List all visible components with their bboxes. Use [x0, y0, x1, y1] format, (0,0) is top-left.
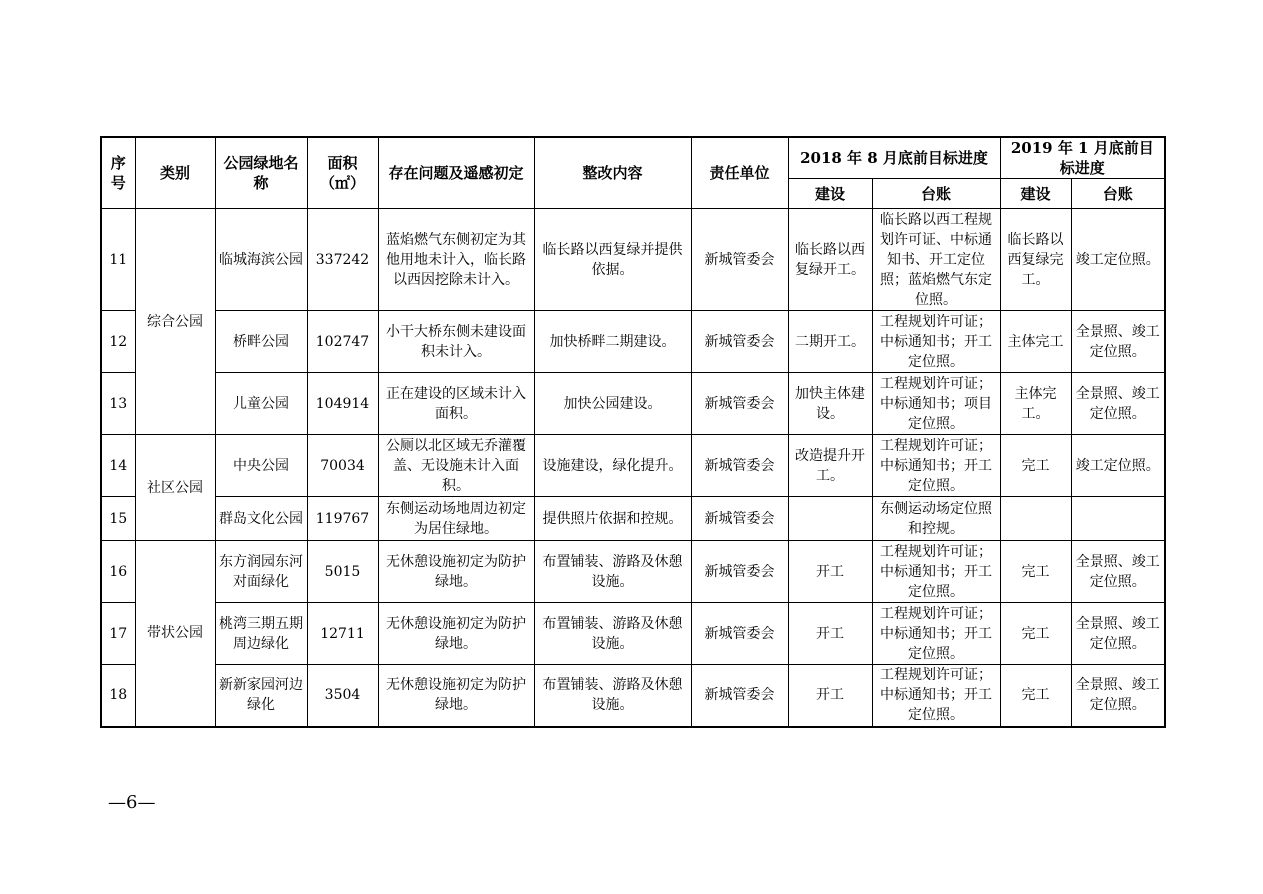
table-row [101, 373, 1165, 435]
rectify-content: 布置铺装、游路及休憩设施。 [534, 603, 691, 665]
build-2019: 完工 [1000, 541, 1071, 603]
rectify-content: 临长路以西复绿并提供依据。 [534, 209, 691, 311]
build-2018: 开工 [788, 603, 872, 665]
build-2018: 改造提升开工。 [788, 435, 872, 497]
ledger-2018: 临长路以西工程规划许可证、中标通知书、开工定位照；蓝焰燃气东定位照。 [872, 209, 1000, 311]
header-target-2019: 2019 年 1 月底前目标进度 [1000, 137, 1165, 179]
row-seq: 14 [101, 435, 135, 497]
park-area: 5015 [307, 541, 378, 603]
park-name: 桥畔公园 [215, 311, 307, 373]
park-area: 3504 [307, 665, 378, 727]
park-name: 临城海滨公园 [215, 209, 307, 311]
rectify-content: 布置铺装、游路及休憩设施。 [534, 541, 691, 603]
row-seq: 13 [101, 373, 135, 435]
park-area: 12711 [307, 603, 378, 665]
rectify-content: 设施建设，绿化提升。 [534, 435, 691, 497]
category-cell: 社区公园 [135, 435, 215, 541]
responsible-unit: 新城管委会 [691, 541, 788, 603]
table-row [101, 497, 1165, 541]
issue-text: 无休憩设施初定为防护绿地。 [378, 665, 534, 727]
header-unit: 责任单位 [691, 137, 788, 209]
table-row [101, 311, 1165, 373]
build-2019 [1000, 497, 1071, 541]
ledger-2019: 竣工定位照。 [1071, 209, 1165, 311]
header-ledger-2018: 台账 [872, 179, 1000, 209]
park-area: 119767 [307, 497, 378, 541]
park-area: 337242 [307, 209, 378, 311]
build-2019: 完工 [1000, 435, 1071, 497]
ledger-2018: 工程规划许可证；中标通知书；开工定位照。 [872, 311, 1000, 373]
rectify-content: 提供照片依据和控规。 [534, 497, 691, 541]
header-seq: 序号 [101, 137, 135, 209]
park-area: 102747 [307, 311, 378, 373]
build-2018: 临长路以西复绿开工。 [788, 209, 872, 311]
rectification-table [100, 136, 1166, 728]
header-ledger-2019: 台账 [1071, 179, 1165, 209]
row-seq: 16 [101, 541, 135, 603]
responsible-unit: 新城管委会 [691, 603, 788, 665]
ledger-2019: 全景照、竣工定位照。 [1071, 373, 1165, 435]
ledger-2019: 全景照、竣工定位照。 [1071, 541, 1165, 603]
row-seq: 17 [101, 603, 135, 665]
build-2019: 完工 [1000, 665, 1071, 727]
table-row [101, 209, 1165, 311]
build-2018: 二期开工。 [788, 311, 872, 373]
responsible-unit: 新城管委会 [691, 435, 788, 497]
row-seq: 12 [101, 311, 135, 373]
build-2018: 开工 [788, 541, 872, 603]
rectify-content: 布置铺装、游路及休憩设施。 [534, 665, 691, 727]
responsible-unit: 新城管委会 [691, 209, 788, 311]
table-row [101, 541, 1165, 603]
header-category: 类别 [135, 137, 215, 209]
header-area: 面积（㎡） [307, 137, 378, 209]
build-2019: 完工 [1000, 603, 1071, 665]
header-build-2018: 建设 [788, 179, 872, 209]
responsible-unit: 新城管委会 [691, 497, 788, 541]
rectify-content: 加快桥畔二期建设。 [534, 311, 691, 373]
park-name: 东方润园东河对面绿化 [215, 541, 307, 603]
ledger-2018: 工程规划许可证；中标通知书；项目定位照。 [872, 373, 1000, 435]
ledger-2018: 东侧运动场定位照和控规。 [872, 497, 1000, 541]
row-seq: 15 [101, 497, 135, 541]
build-2019: 主体完工 [1000, 311, 1071, 373]
category-cell: 带状公园 [135, 541, 215, 727]
issue-text: 正在建设的区域未计入面积。 [378, 373, 534, 435]
row-seq: 18 [101, 665, 135, 727]
park-name: 新新家园河边绿化 [215, 665, 307, 727]
ledger-2018: 工程规划许可证；中标通知书；开工定位照。 [872, 603, 1000, 665]
park-name: 儿童公园 [215, 373, 307, 435]
category-cell: 综合公园 [135, 209, 215, 435]
ledger-2019: 全景照、竣工定位照。 [1071, 311, 1165, 373]
issue-text: 小干大桥东侧未建设面积未计入。 [378, 311, 534, 373]
issue-text: 无休憩设施初定为防护绿地。 [378, 541, 534, 603]
row-seq: 11 [101, 209, 135, 311]
ledger-2019: 全景照、竣工定位照。 [1071, 603, 1165, 665]
park-area: 104914 [307, 373, 378, 435]
ledger-2019: 全景照、竣工定位照。 [1071, 665, 1165, 727]
header-name: 公园绿地名称 [215, 137, 307, 209]
issue-text: 无休憩设施初定为防护绿地。 [378, 603, 534, 665]
park-name: 群岛文化公园 [215, 497, 307, 541]
build-2019: 主体完工。 [1000, 373, 1071, 435]
ledger-2018: 工程规划许可证；中标通知书；开工定位照。 [872, 665, 1000, 727]
header-build-2019: 建设 [1000, 179, 1071, 209]
table-body [101, 209, 1165, 727]
ledger-2018: 工程规划许可证；中标通知书；开工定位照。 [872, 541, 1000, 603]
table-row [101, 603, 1165, 665]
build-2018 [788, 497, 872, 541]
table-row [101, 435, 1165, 497]
responsible-unit: 新城管委会 [691, 373, 788, 435]
responsible-unit: 新城管委会 [691, 311, 788, 373]
page-number: —6— [108, 792, 156, 813]
ledger-2018: 工程规划许可证；中标通知书；开工定位照。 [872, 435, 1000, 497]
ledger-2019: 竣工定位照。 [1071, 435, 1165, 497]
park-area: 70034 [307, 435, 378, 497]
build-2019: 临长路以西复绿完工。 [1000, 209, 1071, 311]
header-content: 整改内容 [534, 137, 691, 209]
ledger-2019 [1071, 497, 1165, 541]
header-issue: 存在问题及遥感初定 [378, 137, 534, 209]
responsible-unit: 新城管委会 [691, 665, 788, 727]
park-name: 中央公园 [215, 435, 307, 497]
rectify-content: 加快公园建设。 [534, 373, 691, 435]
issue-text: 蓝焰燃气东侧初定为其他用地未计入，临长路以西因挖除未计入。 [378, 209, 534, 311]
build-2018: 开工 [788, 665, 872, 727]
table-row [101, 665, 1165, 727]
park-name: 桃湾三期五期周边绿化 [215, 603, 307, 665]
header-target-2018: 2018 年 8 月底前目标进度 [788, 137, 1000, 179]
issue-text: 东侧运动场地周边初定为居住绿地。 [378, 497, 534, 541]
issue-text: 公厕以北区域无乔灌覆盖、无设施未计入面积。 [378, 435, 534, 497]
build-2018: 加快主体建设。 [788, 373, 872, 435]
